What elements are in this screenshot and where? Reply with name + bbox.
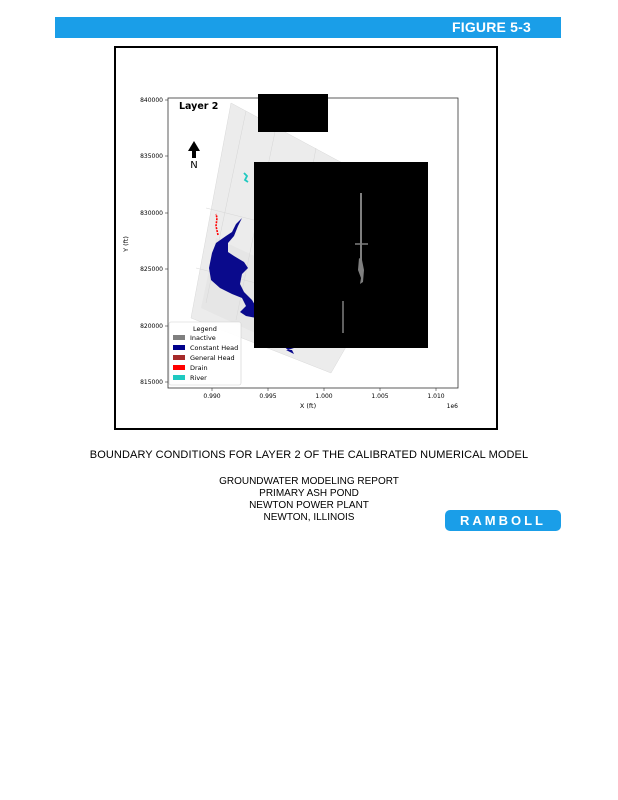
legend-swatch xyxy=(173,345,185,350)
x-tick-label: 1.010 xyxy=(427,393,445,400)
x-tick-label: 1.005 xyxy=(371,393,389,400)
x-multiplier: 1e6 xyxy=(446,403,458,410)
y-tick-label: 815000 xyxy=(140,379,163,386)
report-plant: NEWTON POWER PLANT xyxy=(249,500,369,511)
boundary-map xyxy=(116,48,496,428)
legend-title: Legend xyxy=(193,325,217,333)
legend-swatch xyxy=(173,335,185,340)
figure-label: FIGURE 5-3 xyxy=(451,19,531,35)
legend-swatch xyxy=(173,365,185,370)
x-tick-label: 0.990 xyxy=(203,393,221,400)
report-site: PRIMARY ASH POND xyxy=(259,488,359,499)
ramboll-logo: RAMBOLL xyxy=(445,510,561,531)
x-tick-label: 1.000 xyxy=(315,393,333,400)
figure-banner xyxy=(55,17,561,38)
y-axis xyxy=(122,97,168,386)
x-axis-label: X (ft) xyxy=(299,402,317,410)
x-axis xyxy=(203,388,458,410)
legend-label: Inactive xyxy=(190,334,216,342)
y-tick-label: 840000 xyxy=(140,97,163,104)
legend-label: Drain xyxy=(190,364,208,372)
layer-title: Layer 2 xyxy=(179,101,219,112)
y-tick-label: 820000 xyxy=(140,323,163,330)
figure-frame xyxy=(114,46,498,430)
north-label: N xyxy=(190,160,198,171)
y-tick-label: 835000 xyxy=(140,153,163,160)
y-axis-label: Y (ft) xyxy=(122,236,130,252)
redacted-block-top xyxy=(258,94,328,132)
report-title: GROUNDWATER MODELING REPORT xyxy=(219,476,399,487)
y-tick-label: 830000 xyxy=(140,210,163,217)
x-tick-label: 0.995 xyxy=(259,393,277,400)
legend-swatch xyxy=(173,355,185,360)
legend-label: River xyxy=(190,374,207,382)
legend xyxy=(169,322,241,385)
y-tick-label: 825000 xyxy=(140,266,163,273)
legend-label: General Head xyxy=(190,354,235,362)
figure-caption: BOUNDARY CONDITIONS FOR LAYER 2 OF THE CALIBRATED NUMERICAL MODEL xyxy=(89,449,529,461)
redacted-block-main xyxy=(254,162,428,348)
report-location: NEWTON, ILLINOIS xyxy=(263,512,355,523)
legend-label: Constant Head xyxy=(190,344,239,352)
legend-swatch xyxy=(173,375,185,380)
